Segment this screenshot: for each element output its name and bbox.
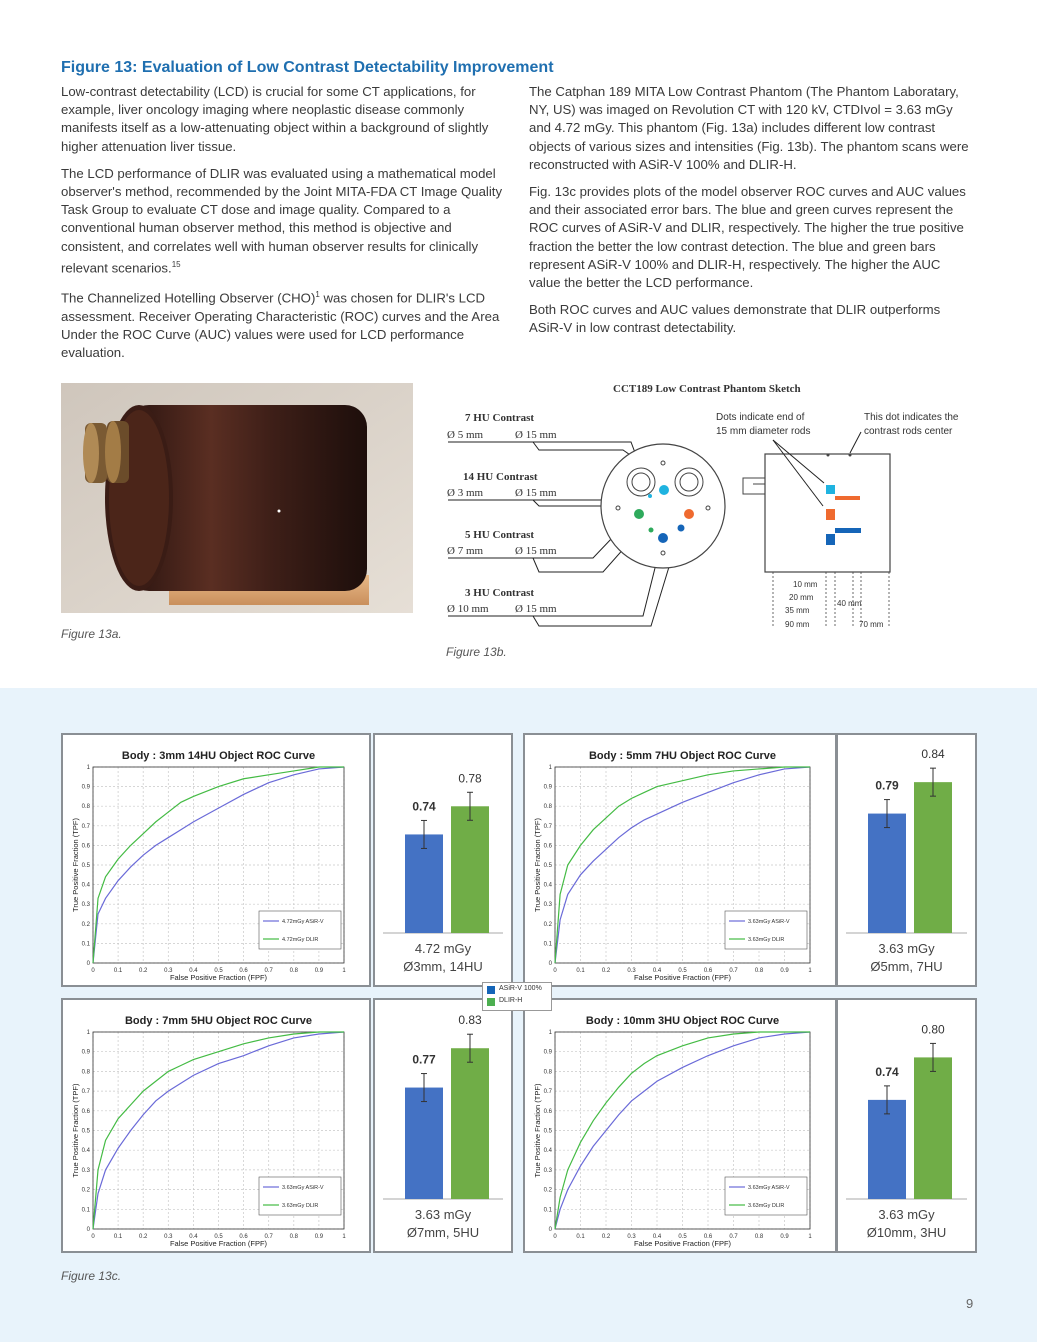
dose-label: 3.63 mGy <box>878 941 935 956</box>
y-tick-label: 0.2 <box>81 1187 90 1194</box>
auc-panel <box>373 733 513 987</box>
dim-label: 10 mm <box>793 580 818 589</box>
phantom-sketch <box>443 378 988 640</box>
y-tick-label: 0 <box>548 961 552 967</box>
x-tick-label: 0.7 <box>729 968 738 974</box>
legend-label: 4.72mGy DLIR <box>282 937 319 943</box>
y-tick-label: 0.3 <box>81 1167 90 1174</box>
group-label: 5 HU Contrast <box>465 529 535 541</box>
y-tick-label: 0.9 <box>543 1049 552 1056</box>
legend-label: 3.63mGy DLIR <box>282 1203 319 1209</box>
note-text: contrast rods center <box>864 426 953 437</box>
legend-label: 3.63mGy DLIR <box>748 1203 785 1209</box>
auc-value-label: 0.78 <box>458 771 482 786</box>
y-tick-label: 0.8 <box>81 1069 90 1076</box>
x-tick-label: 0.6 <box>703 1234 713 1240</box>
bar-legend <box>482 982 552 1011</box>
y-tick-label: 0 <box>86 961 90 967</box>
y-tick-label: 0.1 <box>543 941 552 948</box>
diameter-label: Ø 3 mm <box>447 487 484 499</box>
object-label: Ø5mm, 7HU <box>870 959 943 974</box>
paragraph: Low-contrast detectability (LCD) is crucial for some CT applications, for example, liver oncology imaging where neoplastic disease commonly manifests itself as a low-attenuating object within a background of slightly higher attenuation liver tissue. <box>61 84 489 154</box>
auc-value-label: 0.74 <box>412 799 436 814</box>
y-tick-label: 0.2 <box>81 921 90 928</box>
y-tick-label: 0.2 <box>543 921 552 928</box>
x-tick-label: 0.5 <box>678 1234 687 1240</box>
y-tick-label: 0.6 <box>543 843 552 850</box>
x-tick-label: 0.5 <box>214 1234 223 1240</box>
group-label: 3 HU Contrast <box>465 587 535 599</box>
x-tick-label: 0.4 <box>189 968 198 974</box>
y-tick-label: 0.5 <box>543 1128 552 1135</box>
x-axis-label: False Positive Fraction (FPF) <box>633 973 732 982</box>
note-text: Dots indicate end of <box>716 412 805 423</box>
auc-bar-dlir <box>914 782 952 933</box>
legend-box <box>725 1177 807 1215</box>
legend-label: 3.63mGy ASiR-V <box>282 1185 324 1191</box>
legend-label: 3.63mGy ASiR-V <box>748 919 790 925</box>
y-tick-label: 0.2 <box>543 1187 552 1194</box>
page-number: 9 <box>966 1296 974 1311</box>
y-axis-label: True Positive Fraction (TPF) <box>533 1083 542 1178</box>
diameter-label: Ø 7 mm <box>447 545 484 557</box>
legend-swatch-dlir <box>487 998 495 1006</box>
auc-bar-dlir <box>451 1048 489 1199</box>
auc-bar-asir <box>405 1088 443 1199</box>
x-tick-label: 0.6 <box>239 1234 248 1240</box>
x-tick-label: 0.1 <box>113 1234 123 1240</box>
y-tick-label: 0.7 <box>81 823 90 830</box>
object-label: Ø10mm, 3HU <box>866 1225 947 1240</box>
legend-box <box>259 1177 341 1215</box>
dose-label: 3.63 mGy <box>414 1207 472 1222</box>
x-tick-label: 0.1 <box>576 968 585 974</box>
footnote-ref: 1 <box>315 290 320 300</box>
legend-box <box>725 911 807 949</box>
x-tick-label: 0.5 <box>678 968 687 974</box>
y-tick-label: 0.9 <box>81 784 90 791</box>
y-tick-label: 0.7 <box>543 823 552 830</box>
legend-label: 3.63mGy ASiR-V <box>748 1185 790 1191</box>
group-label: 7 HU Contrast <box>465 412 535 424</box>
roc-panel <box>61 998 371 1253</box>
auc-chart <box>838 735 975 985</box>
x-tick-label: 0.7 <box>264 968 273 974</box>
dim-label: 20 mm <box>789 593 814 602</box>
paragraph: The Catphan 189 MITA Low Contrast Phantom (The Phantom Laboratary, NY, US) was imaged on Revolution CT with 120 kV, CTDIvol = 3.63 mGy and 4.72 mGy. This phantom (Fig. 13a) includes different low contrast objects of various sizes and intensities (Fig. 13b). The phantom scans were reconstructed with ASiR-V 100% and DLIR-H. <box>529 84 969 172</box>
x-tick-label: 0 <box>553 1234 557 1240</box>
paragraph-text: was chosen for DLIR's LCD assessment. Receiver Operating Characteristic (ROC) curves and the Area Under the ROC Curve (AUC) values were used for LCD performance evaluation. <box>61 290 500 361</box>
chart-title: Body : 5mm 7HU Object ROC Curve <box>588 750 777 762</box>
y-tick-label: 0.7 <box>81 1089 90 1096</box>
auc-panel <box>836 733 977 987</box>
diameter-label: Ø 15 mm <box>515 487 557 499</box>
x-tick-label: 0.4 <box>189 1234 198 1240</box>
diameter-label: Ø 10 mm <box>447 603 489 615</box>
y-tick-label: 0.4 <box>81 882 90 889</box>
y-tick-label: 0 <box>86 1227 90 1233</box>
caption-13c: Figure 13c. <box>61 1269 122 1283</box>
y-tick-label: 0.9 <box>543 784 552 791</box>
roc-chart <box>525 1000 835 1251</box>
diameter-label: Ø 15 mm <box>515 429 557 441</box>
auc-value-label: 0.83 <box>458 1013 482 1028</box>
y-tick-label: 0 <box>548 1227 552 1233</box>
y-tick-label: 0.9 <box>81 1049 90 1056</box>
x-tick-label: 0.3 <box>164 968 173 974</box>
y-tick-label: 0.5 <box>81 863 90 869</box>
y-tick-label: 1 <box>548 765 552 771</box>
y-tick-label: 1 <box>548 1030 552 1036</box>
dose-label: 3.63 mGy <box>878 1207 935 1222</box>
y-tick-label: 0.8 <box>543 1069 552 1076</box>
auc-panel <box>373 998 513 1253</box>
y-tick-label: 0.3 <box>81 902 90 909</box>
diameter-label: Ø 15 mm <box>515 603 557 615</box>
dose-label: 4.72 mGy <box>414 941 472 956</box>
auc-value-label: 0.84 <box>921 747 945 762</box>
y-tick-label: 0.7 <box>543 1089 552 1096</box>
roc-panel <box>523 733 837 987</box>
x-tick-label: 0.4 <box>652 968 662 974</box>
x-tick-label: 0.7 <box>264 1234 273 1240</box>
x-tick-label: 0 <box>553 968 557 974</box>
auc-bar-dlir <box>914 1057 952 1199</box>
y-tick-label: 1 <box>86 1030 90 1036</box>
auc-bar-asir <box>868 1100 906 1199</box>
y-tick-label: 0.6 <box>81 1108 90 1115</box>
caption-13b: Figure 13b. <box>446 645 507 659</box>
y-tick-label: 0.6 <box>81 843 90 850</box>
paragraph <box>61 286 506 362</box>
legend-label: 3.63mGy DLIR <box>748 937 785 943</box>
note-text: This dot indicates the <box>864 412 959 423</box>
x-tick-label: 0.9 <box>780 1234 789 1240</box>
x-tick-label: 0.7 <box>729 1234 738 1240</box>
footnote-ref: 15 <box>171 259 181 269</box>
dim-label: 40 mm <box>837 599 862 608</box>
x-tick-label: 1 <box>342 1234 346 1240</box>
x-tick-label: 0.2 <box>601 1234 611 1240</box>
x-axis-label: False Positive Fraction (FPF) <box>169 1239 268 1248</box>
note-text: 15 mm diameter rods <box>716 426 811 437</box>
x-tick-label: 0.3 <box>164 1234 173 1240</box>
paragraph <box>61 165 506 278</box>
roc-panel <box>523 998 837 1253</box>
auc-chart <box>375 1000 511 1251</box>
x-tick-label: 0.6 <box>703 968 713 974</box>
dim-label: 90 mm <box>785 620 810 629</box>
x-axis-label: False Positive Fraction (FPF) <box>633 1239 732 1248</box>
x-tick-label: 0.4 <box>652 1234 662 1240</box>
group-label: 14 HU Contrast <box>463 471 538 483</box>
y-tick-label: 0.5 <box>543 863 552 869</box>
chart-title: Body : 7mm 5HU Object ROC Curve <box>124 1015 313 1027</box>
auc-panel <box>836 998 977 1253</box>
dim-label: 70 mm <box>859 620 884 629</box>
paragraph-text: The LCD performance of DLIR was evaluated using a mathematical model observer's method, recommended by the Joint MITA-FDA CT Image Quality Task Group to evaluate CT dose and image quality. Compared to a conventional human observer method, this method is objective and consistent, and correlates well with human observer results for clinically relevant scenarios. <box>61 165 503 276</box>
auc-value-label: 0.74 <box>875 1064 899 1079</box>
diameter-label: Ø 15 mm <box>515 545 557 557</box>
y-tick-label: 0.5 <box>81 1128 90 1135</box>
auc-value-label: 0.77 <box>412 1052 436 1067</box>
paragraph: Both ROC curves and AUC values demonstrate that DLIR outperforms ASiR-V in low contrast detectability. <box>529 302 941 336</box>
object-label: Ø3mm, 14HU <box>403 959 483 974</box>
y-tick-label: 0.6 <box>543 1108 552 1115</box>
auc-chart <box>838 1000 975 1251</box>
x-tick-label: 0.8 <box>754 1234 764 1240</box>
x-tick-label: 0.2 <box>601 968 611 974</box>
y-tick-label: 0.4 <box>543 882 552 889</box>
right-text-column <box>529 83 974 347</box>
x-tick-label: 0.9 <box>314 1234 324 1240</box>
auc-bar-asir <box>405 834 443 933</box>
x-tick-label: 0.3 <box>627 968 636 974</box>
caption-13a: Figure 13a. <box>61 627 122 641</box>
y-tick-label: 0.3 <box>543 902 552 909</box>
x-tick-label: 0.8 <box>754 968 764 974</box>
x-tick-label: 0.3 <box>627 1234 636 1240</box>
x-tick-label: 0.1 <box>113 968 123 974</box>
diameter-label: Ø 5 mm <box>447 429 484 441</box>
legend-swatch-asir <box>487 986 495 994</box>
y-axis-label: True Positive Fraction (TPF) <box>71 818 80 912</box>
y-tick-label: 0.8 <box>81 804 90 811</box>
left-text-column <box>61 83 506 372</box>
chart-title: Body : 3mm 14HU Object ROC Curve <box>121 750 316 762</box>
x-tick-label: 0.2 <box>139 1234 148 1240</box>
x-tick-label: 1 <box>808 968 812 974</box>
auc-value-label: 0.80 <box>921 1022 945 1037</box>
dim-label: 35 mm <box>785 606 810 615</box>
figure-title: Figure 13: Evaluation of Low Contrast Detectability Improvement <box>61 59 554 76</box>
roc-chart <box>63 1000 369 1251</box>
y-tick-label: 0.8 <box>543 804 552 811</box>
y-tick-label: 0.1 <box>543 1207 552 1214</box>
x-axis-label: False Positive Fraction (FPF) <box>169 973 268 982</box>
y-tick-label: 1 <box>86 765 90 771</box>
legend-label: 4.72mGy ASiR-V <box>282 919 324 925</box>
legend-label-asir: ASiR-V 100% <box>499 985 542 992</box>
roc-chart <box>63 735 369 985</box>
roc-chart <box>525 735 835 985</box>
y-tick-label: 0.1 <box>81 941 90 948</box>
x-tick-label: 0.9 <box>314 968 324 974</box>
auc-chart <box>375 735 511 985</box>
auc-bar-asir <box>868 814 906 933</box>
y-axis-label: True Positive Fraction (TPF) <box>533 818 542 912</box>
paragraph: Fig. 13c provides plots of the model observer ROC curves and AUC values and their associated error bars. The blue and green curves represent the ROC curves of ASiR-V and DLIR, respectively. The higher the true positive fraction the better the low contrast detection. The blue and green bars represent ASiR-V 100% and DLIR-H, respectively. The higher the AUC value the better the LCD performance. <box>529 184 966 291</box>
y-axis-label: True Positive Fraction (TPF) <box>71 1083 80 1178</box>
x-tick-label: 0 <box>91 968 95 974</box>
x-tick-label: 0 <box>91 1234 95 1240</box>
paragraph-text: The Channelized Hotelling Observer (CHO) <box>61 290 316 306</box>
object-label: Ø7mm, 5HU <box>406 1225 480 1240</box>
x-tick-label: 1 <box>808 1234 812 1240</box>
y-tick-label: 0.4 <box>81 1148 90 1155</box>
y-tick-label: 0.1 <box>81 1207 90 1214</box>
x-tick-label: 0.2 <box>139 968 148 974</box>
x-tick-label: 1 <box>342 968 346 974</box>
x-tick-label: 0.8 <box>289 1234 298 1240</box>
x-tick-label: 0.9 <box>780 968 789 974</box>
auc-value-label: 0.79 <box>875 778 899 793</box>
y-tick-label: 0.3 <box>543 1167 552 1174</box>
x-tick-label: 0.6 <box>239 968 248 974</box>
auc-bar-dlir <box>451 806 489 933</box>
x-tick-label: 0.5 <box>214 968 223 974</box>
roc-panel <box>61 733 371 987</box>
x-tick-label: 0.1 <box>576 1234 585 1240</box>
legend-label-dlir: DLIR-H <box>499 997 523 1004</box>
sketch-title: CCT189 Low Contrast Phantom Sketch <box>613 383 801 395</box>
chart-title: Body : 10mm 3HU Object ROC Curve <box>585 1015 780 1027</box>
y-tick-label: 0.4 <box>543 1148 552 1155</box>
phantom-photo <box>61 383 413 613</box>
x-tick-label: 0.8 <box>289 968 298 974</box>
legend-box <box>259 911 341 949</box>
